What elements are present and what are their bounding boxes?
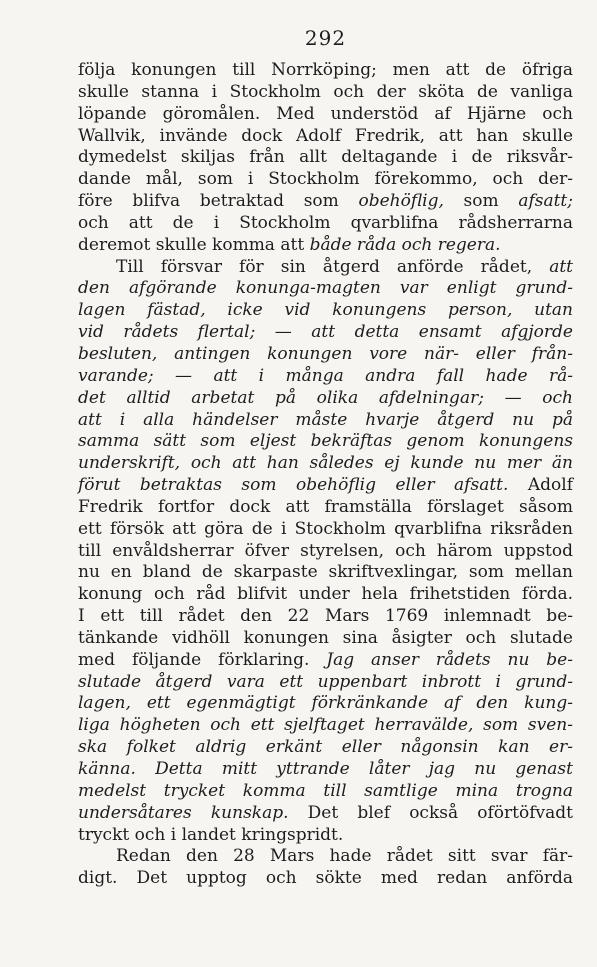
italic-text: lagen fästad, icke vid konungens person, utan: [78, 300, 573, 321]
italic-text: obehöflig,: [358, 191, 444, 212]
text-run: dande mål, som i Stockholm förekommo, och der-: [78, 169, 573, 190]
text-run: Wallvik, invände dock Adolf Fredrik, att han skulle: [78, 125, 573, 146]
text-run: till envåldsherrar öfver styrelsen, och härom uppstod: [78, 540, 573, 561]
text-line: [78, 431, 573, 453]
text-run: följa konungen till Norrköping; men att de öfriga: [78, 60, 573, 80]
text-run: tänkande vidhöll konungen sina åsigter och slutade: [78, 627, 573, 648]
text-line: [78, 169, 573, 191]
text-line: [78, 606, 573, 628]
text-run: ett försök att göra de i Stockholm qvarblifna riksråden: [78, 518, 573, 539]
italic-text: Jag anser rådets nu be-: [326, 649, 573, 670]
text-run: löpande göromålen. Med understöd af Hjärne och: [78, 103, 573, 124]
text-run: digt. Det upptog och sökte med redan anförda: [78, 868, 573, 889]
italic-text: förut betraktas som obehöflig eller afsatt.: [78, 475, 509, 496]
text-line: [78, 191, 573, 213]
text-line: [78, 868, 573, 890]
text-line: [78, 737, 573, 759]
text-line: [78, 257, 573, 279]
text-line: [78, 278, 573, 300]
italic-text: det alltid arbetat på olika afdelningar; — och: [78, 387, 573, 408]
text-line: [78, 300, 573, 322]
text-run: och att de i Stockholm qvarblifna rådsherrarna: [78, 212, 573, 233]
text-run: dymedelst skiljas från allt deltagande i de riksvår-: [78, 147, 573, 168]
text-line: [78, 322, 573, 344]
text-line: [78, 541, 573, 563]
italic-text: vid rådets flertal; — att detta ensamt afgjorde: [78, 322, 573, 343]
italic-text: medelst trycket komma till samtlige mina trogna: [78, 780, 573, 801]
text-line: [78, 235, 573, 257]
text-run: före blifva betraktad som: [78, 191, 359, 212]
italic-text: den afgörande konunga-magten var enligt grund-: [78, 278, 573, 299]
text-line: [78, 147, 573, 169]
text-line: [78, 453, 573, 475]
text-line: [78, 213, 573, 235]
text-run: Adolf: [508, 475, 574, 496]
book-page: [78, 24, 573, 890]
page-number: 292: [304, 26, 347, 50]
text-run: I ett till rådet den 22 Mars 1769 inlemnadt be-: [78, 606, 573, 627]
text-line: [78, 60, 573, 82]
text-run: Till försvar för sin åtgerd anförde rådet,: [116, 256, 550, 277]
italic-text: känna. Detta mitt yttrande låter jag nu genast: [78, 759, 573, 779]
italic-text: slutade åtgerd vara ett uppenbart inbrott i grund-: [78, 671, 573, 692]
text-line: [78, 759, 573, 781]
text-line: [78, 410, 573, 432]
text-line: [78, 519, 573, 541]
text-line: [78, 388, 573, 410]
italic-text: ska folket aldrig erkänt eller någonsin kan er-: [78, 737, 573, 758]
text-line: [78, 825, 573, 847]
text-run: skulle stanna i Stockholm och der sköta de vanliga: [78, 81, 573, 102]
text-run: med följande förklaring.: [78, 649, 327, 670]
text-run: tryckt och i landet kringspridt.: [78, 824, 344, 845]
text-line: [78, 715, 573, 737]
text-line: [78, 672, 573, 694]
text-line: [78, 475, 573, 497]
text-line: [78, 846, 573, 868]
italic-text: både råda och regera.: [309, 234, 501, 255]
text-line: [78, 650, 573, 672]
text-run: Fredrik fortfor dock att framställa förslaget såsom: [78, 496, 573, 517]
text-line: [78, 344, 573, 366]
text-line: [78, 562, 573, 584]
italic-text: afsatt;: [518, 191, 573, 212]
text-line: [78, 497, 573, 519]
text-line: [78, 693, 573, 715]
text-line: [78, 628, 573, 650]
text-line: [78, 104, 573, 126]
italic-text: varande; — att i många andra fall hade rå-: [78, 365, 573, 386]
italic-text: besluten, antingen konungen vore när- eller från-: [78, 343, 573, 364]
italic-text: att: [549, 256, 573, 277]
italic-text: underskrift, och att han således ej kunde nu mer än: [78, 453, 573, 474]
text-line: [78, 126, 573, 148]
italic-text: liga högheten och ett sjelftaget herravälde, som sven-: [78, 715, 573, 736]
italic-text: undersåtares kunskap.: [78, 802, 289, 823]
text-run: Redan den 28 Mars hade rådet sitt svar fär-: [116, 846, 573, 867]
text-line: [78, 584, 573, 606]
italic-text: samma sätt som eljest bekräftas genom konungens: [78, 431, 573, 452]
body-text: [78, 60, 573, 890]
text-line: [78, 803, 573, 825]
text-run: Det blef också oförtöfvadt: [288, 802, 573, 823]
text-line: [78, 366, 573, 388]
text-run: konung och råd blifvit under hela frihetstiden förda.: [78, 584, 573, 605]
italic-text: lagen, ett egenmägtigt förkränkande af den kung-: [78, 693, 573, 714]
text-run: nu en bland de skarpaste skriftvexlingar, som mellan: [78, 562, 573, 583]
text-run: som: [443, 191, 519, 212]
text-run: deremot skulle komma att: [78, 234, 310, 255]
text-line: [78, 82, 573, 104]
text-line: [78, 781, 573, 803]
italic-text: att i alla händelser måste hvarje åtgerd nu på: [78, 409, 573, 430]
